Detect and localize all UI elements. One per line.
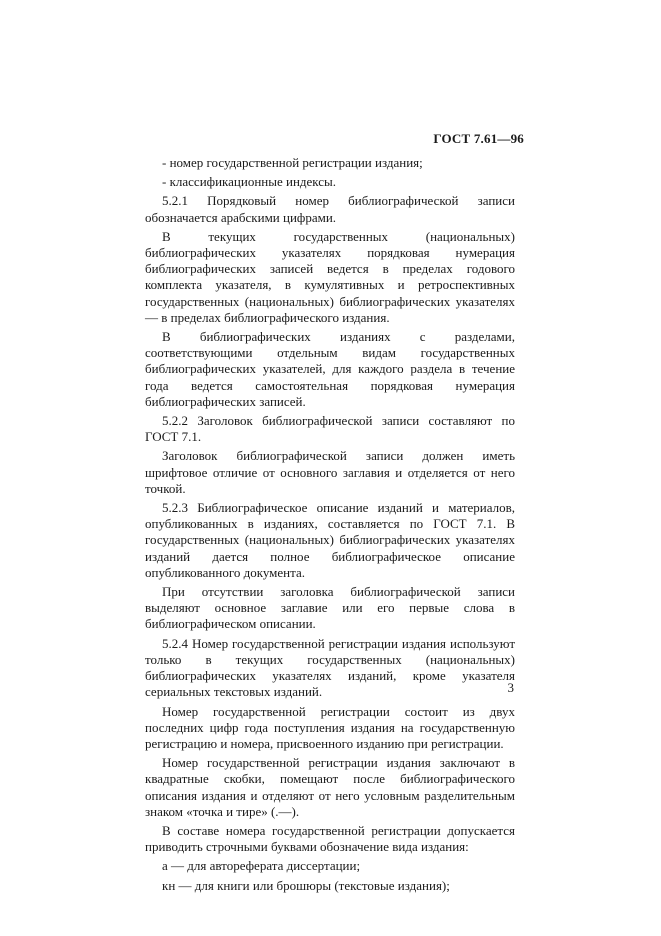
paragraph-no-heading: При отсутствии заголовка библиографической записи выделяют основное заглавие или его первые слова в библиографическом описании. [145,584,515,632]
paragraph-5-2-1: 5.2.1 Порядковый номер библиографической записи обозначается арабскими цифрами. [145,193,515,225]
paragraph-registration-composition: Номер государственной регистрации состоит из двух последних цифр года поступления издания на государственную регистрацию и номера, присвоенного изданию при регистрации. [145,703,515,751]
list-item-book: кн — для книги или брошюры (текстовые издания); [162,877,450,893]
list-item-abstract: а — для автореферата диссертации; [162,858,361,874]
paragraph-heading-distinction: Заголовок библиографической записи должен иметь шрифтовое отличие от основного заглавия и отделяется от него точкой. [145,448,515,496]
paragraph-sections: В библиографических изданиях с разделами, соответствующими отдельным видам государственных библиографических указателей, для каждого раздела в течение года ведется самостоятельная порядковая нумерация библиографических записей. [145,329,515,409]
paragraph-5-2-3: 5.2.3 Библиографическое описание изданий и материалов, опубликованных в изданиях, составляется по ГОСТ 7.1. В государственных (национальных) библиографических указателях изданий дается полное библиографическое описание опубликованного документа. [145,500,515,580]
list-item-registration-number: - номер государственной регистрации издания; [162,155,423,170]
paragraph-lowercase-letters: В составе номера государственной регистрации допускается приводить строчными буквами обозначение вида издания: [145,822,515,855]
document-body [145,155,515,897]
paragraph-5-2-4: 5.2.4 Номер государственной регистрации издания используют только в текущих государственных (национальных) библиографических указателях изданий, кроме указателя сериальных текстовых изданий. [145,635,515,700]
paragraph-5-2-2: 5.2.2 Заголовок библиографической записи составляют по ГОСТ 7.1. [145,413,515,445]
standard-code-header: ГОСТ 7.61—96 [433,131,524,146]
list-item-classification-indexes: - классификационные индексы. [162,174,337,190]
paragraph-current-indexes: В текущих государственных (национальных) библиографических указателях порядковая нумерация библиографических записей ведется в пределах годового комплекта указателя, в кумулятивных и ретроспективных государственных (национальных) библиографических указателях — в пределах библиографического издания. [145,228,515,325]
page-number: 3 [507,680,514,695]
paragraph-square-brackets: Номер государственной регистрации издания заключают в квадратные скобки, помещают после библиографического описания издания и отделяют от него условным разделительным знаком «точка и тире» (.—). [145,755,515,819]
